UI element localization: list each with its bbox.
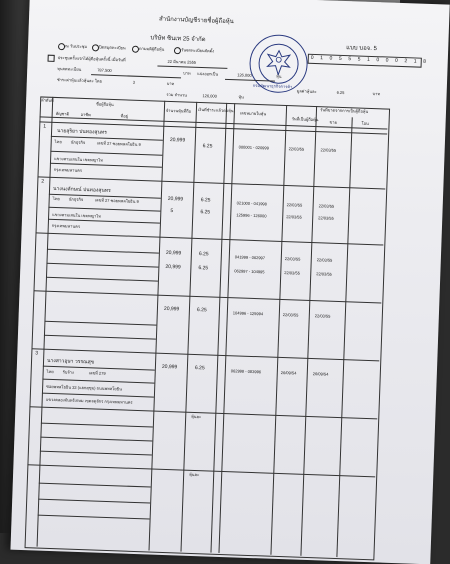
row2-cert-4: 062997 - 104995 — [234, 268, 265, 275]
row2-shares-3: 20,999 — [165, 249, 182, 257]
row3-occupation: รับจ้าง — [62, 369, 75, 375]
capital-line — [91, 74, 181, 78]
row2-date-5: 22/03/55 — [282, 312, 299, 318]
header-occupation: อาชีพ — [80, 111, 91, 118]
row2-date-2: 22/03/55 — [286, 214, 302, 220]
row3-address: เลขที่ 279 — [88, 370, 106, 376]
header-transfer: โอน — [361, 120, 369, 126]
shares-value: 126,000 — [237, 72, 252, 78]
row2-cert-3: 041999 - 062997 — [234, 254, 266, 261]
row2-date-3: 22/03/55 — [284, 256, 301, 262]
row2-address3: กรุงเทพมหานคร — [51, 222, 81, 229]
row2-paid-3: 6.25 — [198, 251, 209, 258]
row3-no: 3 — [35, 350, 39, 357]
capital-unit: บาท — [183, 70, 191, 76]
row2-date2-5: 22/03/55 — [314, 313, 331, 319]
total-value: 126,000 — [202, 93, 217, 99]
option-resolution-label: ตามมติผู้ถือหุ้น — [138, 45, 165, 52]
shares-label: แบ่งออกเป็น — [197, 70, 219, 77]
row3-address3: แขวงคลองจันทร์เกษม เขตจตุจักร กรุงเทพมหานคร — [45, 396, 133, 405]
row2-shares-4: 20,999 — [165, 263, 181, 271]
row2-occupation: นักธุรกิจ — [68, 196, 84, 202]
total-label: รวม จำนวน — [166, 91, 187, 98]
row2-address: เลขที่ 27 ซอยพหลโยธิน 9 — [94, 197, 139, 204]
header-end: วันที่ขาดจากการเป็นผู้ถือหุ้น — [319, 107, 369, 114]
row2-cert-2: 125996 - 126000 — [236, 212, 267, 219]
row3-cert: 062998 - 083996 — [230, 368, 262, 375]
office-title: สำนักงานบัญชีรายชื่อผู้ถือหุ้น — [158, 16, 234, 26]
total-unit: หุ้น — [238, 94, 244, 100]
row2-shares-1: 20,999 — [167, 195, 184, 203]
row2-no: 2 — [41, 178, 45, 185]
row2-date2-1: 22/03/55 — [318, 203, 335, 209]
header-sell: ขาย — [329, 119, 337, 125]
company-line: บริษัท ซินเท 25 จำกัด — [150, 35, 206, 44]
row1-date: 22/03/55 — [288, 146, 305, 152]
form-code: แบบ บอจ. 5 — [346, 45, 378, 53]
par-value: 6.25 — [336, 89, 345, 96]
capital-value: 787,500 — [97, 67, 112, 73]
option-regdate-label: วันจดทะเบียนจัดตั้ง — [180, 47, 215, 54]
row3-subtotal-label-2: หุ้นละ — [189, 471, 200, 478]
meeting-date-line — [157, 65, 227, 68]
row1-date2: 22/03/55 — [320, 147, 337, 153]
row2-name: นางนงลักษณ์ ปนทองสุนทร — [52, 185, 111, 194]
shares-unit: หุ้น — [276, 73, 282, 79]
par-value-unit: บาท — [372, 91, 381, 97]
row3-address2: ซอยพหลโยธิน 33 (แยกสุขุม) ถนนพหลโยธิน — [46, 383, 122, 392]
row1-address: เลขที่ 27 ซอยพหลโยธิน 9 — [96, 140, 141, 147]
header-address: ที่อยู่ — [120, 113, 129, 119]
meeting-line: ประชุมครั้งแรกได้ผู้ถือหุ้นครั้งนี้ เมื่อวันที่ — [57, 55, 126, 63]
meeting-date: 22 มีนาคม 2555 — [167, 58, 197, 65]
row1-occupation: นักธุรกิจ — [70, 139, 86, 146]
row3-subtotal-label: หุ้นละ — [191, 413, 202, 420]
row2-date2-2: 22/03/55 — [318, 215, 334, 221]
header-no: ลำดับที่ — [41, 97, 54, 103]
option-close-label: ปิดสมุดทะเบียน — [98, 44, 126, 51]
row2-shares-5: 20,999 — [163, 305, 180, 313]
par-value-label: มูลค่าหุ้นละ — [296, 88, 317, 95]
row1-shares: 20,999 — [169, 136, 186, 144]
row2-date-1: 22/03/55 — [286, 202, 303, 208]
document-page — [10, 0, 449, 564]
row1-address3: กรุงเทพมหานคร — [53, 166, 83, 173]
row1-cert: 000001 - 020999 — [238, 144, 269, 151]
row2-cert-5: 104996 - 125994 — [232, 310, 264, 317]
row3-name: นางสาวอุษา วรรณสุข — [46, 357, 95, 366]
row1-address2: แขวงสามเสนใน เขตพญาไท — [54, 155, 104, 163]
meeting-checkbox[interactable] — [48, 55, 55, 62]
row2-shares-2: 5 — [170, 208, 174, 215]
row2-nationality: ไทย — [52, 195, 60, 202]
row1-paid: 6.25 — [202, 143, 213, 150]
header-holder: ชื่อผู้ถือหุ้น — [95, 101, 114, 107]
option-meeting-label: ณ วันประชุม — [64, 43, 88, 50]
row2-paid-2: 6.25 — [200, 209, 211, 216]
row1-name: นายสุริยา ปนทองสุนทร — [56, 128, 107, 136]
row2-address2: แขวงสามเสนใน เขตพญาไท — [52, 211, 102, 219]
row2-paid-4: 6.25 — [198, 265, 209, 272]
subscription-value: 3 — [132, 79, 136, 85]
row3-shares: 20,999 — [161, 363, 178, 371]
row2-date2-4: 22/03/55 — [316, 271, 332, 277]
header-cert: เลขหมายใบหุ้น — [239, 110, 267, 117]
row3-paid: 6.25 — [194, 364, 205, 372]
subscription-line: ชำระค่าหุ้นแล้วหุ้นละ โดย — [56, 76, 102, 84]
row2-paid-5: 6.25 — [196, 307, 207, 314]
header-nationality: สัญชาติ — [55, 110, 70, 117]
capital-label: ทุนจดทะเบียน — [57, 66, 82, 72]
header-paid: เงินที่ชำระแล้วต่อหุ้น — [197, 106, 234, 114]
subscription-unit: บาท — [166, 80, 175, 87]
row1-no: 1 — [43, 123, 47, 130]
row2-cert-1: 021000 - 041998 — [236, 200, 268, 207]
header-shares: จำนวนหุ้นที่ถือ — [165, 107, 192, 114]
row3-nationality: ไทย — [46, 368, 54, 375]
row2-date-4: 22/03/55 — [284, 270, 300, 276]
registration-number: 0 1 0 5 5 5 1 0 0 0 2 1 8 — [310, 54, 429, 65]
row3-date: 26/09/54 — [280, 369, 297, 376]
header-date: วันที่เป็นผู้ถือหุ้น — [291, 116, 319, 123]
row3-date2: 26/09/54 — [312, 371, 329, 377]
row1-nationality: ไทย — [54, 138, 62, 145]
row2-date2-3: 22/03/55 — [316, 257, 333, 263]
row2-paid-1: 6.25 — [200, 197, 211, 204]
seal-text: กรมพัฒนาธุรกิจการค้า — [252, 82, 293, 90]
